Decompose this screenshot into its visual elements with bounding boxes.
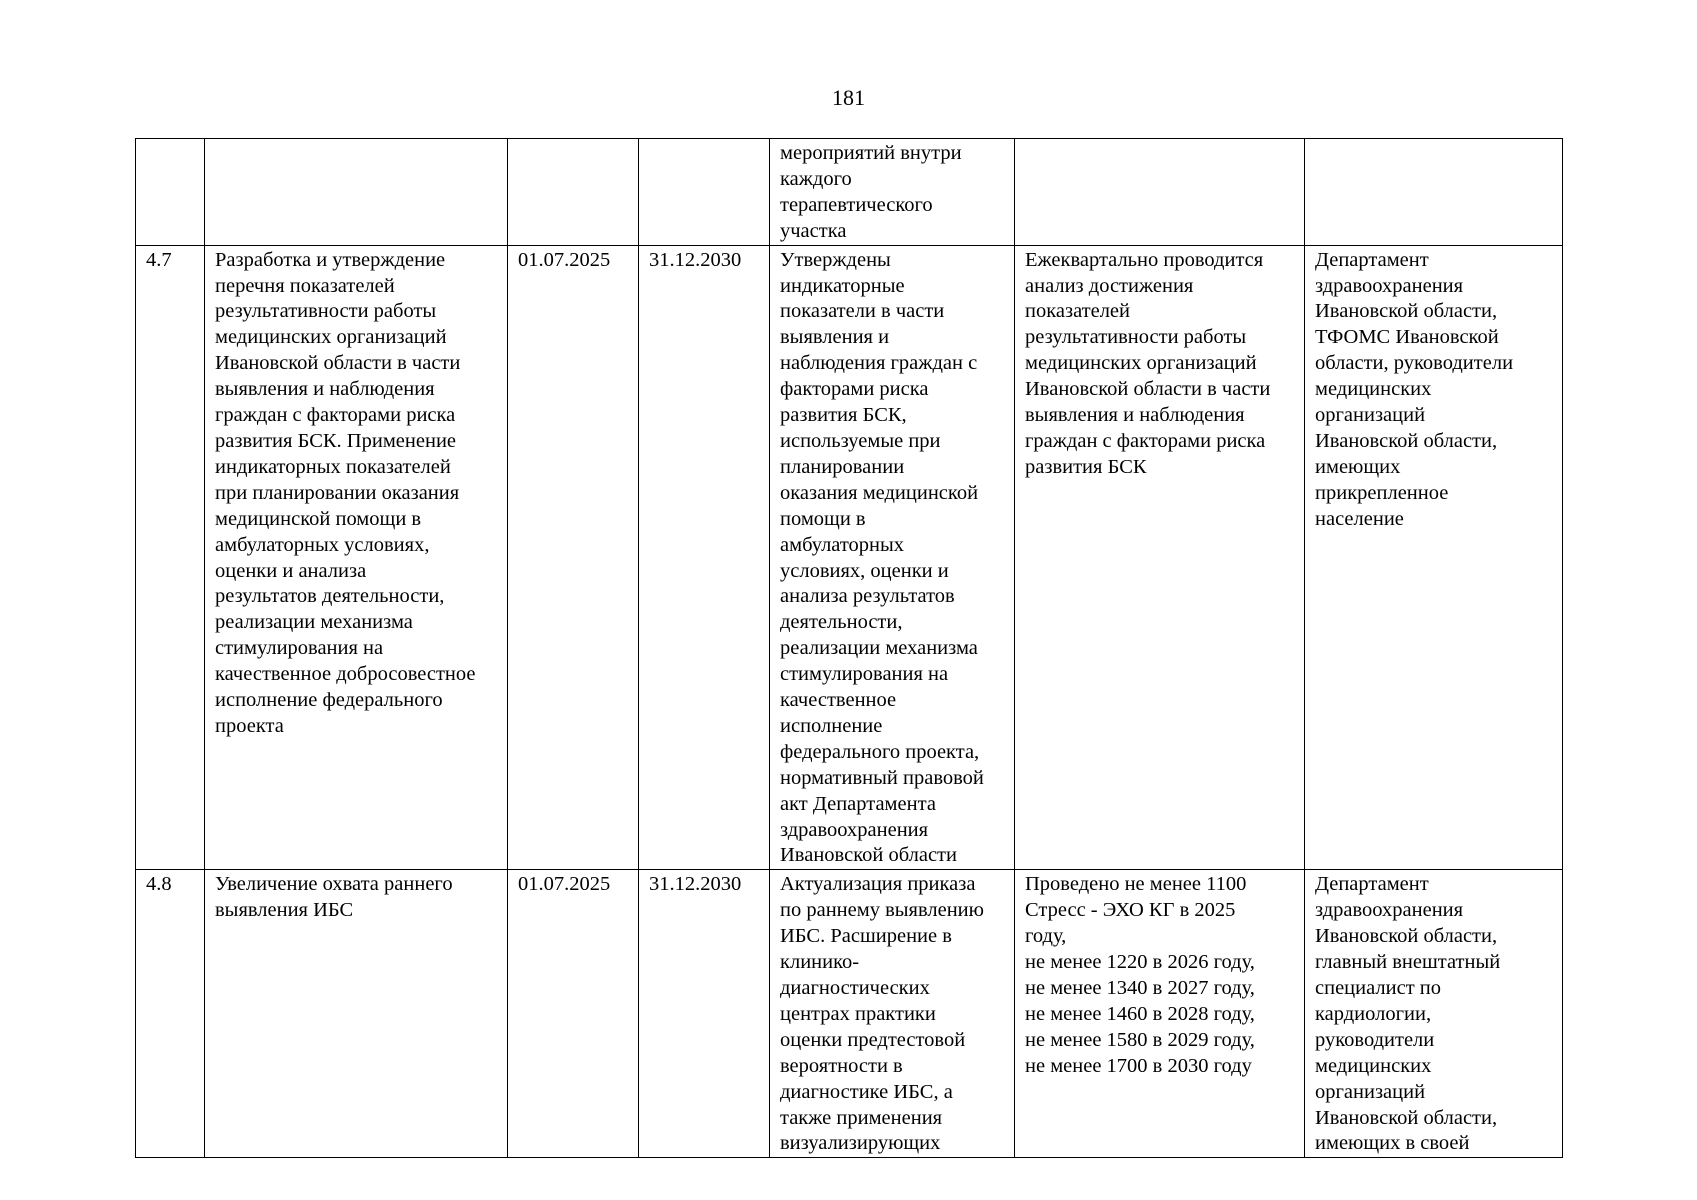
cell-responsible — [1305, 139, 1563, 246]
cell-measure-name — [205, 245, 508, 870]
cell-indicator — [1015, 245, 1305, 870]
cell-start-date — [508, 139, 639, 246]
cell-end-date — [639, 245, 770, 870]
cell-number — [136, 245, 205, 870]
cell-number-text: 4.7 — [146, 248, 172, 271]
cell-end-date — [639, 139, 770, 246]
cell-number — [136, 870, 205, 1158]
table-row-continuation — [136, 139, 1563, 246]
measures-table — [135, 138, 1563, 1158]
cell-result — [770, 245, 1015, 870]
cell-indicator-text: Проведено не менее 1100 Стресс - ЭХО КГ в 2025 году, не менее 1220 в 2026 году, не менее 1340 в 2027 году, не менее 1460 в 2028 году, не менее 1580 в 2029 году, не менее 1700 в 2030 году — [1025, 873, 1255, 1077]
cell-end-date — [639, 870, 770, 1158]
cell-start-date-text: 01.07.2025 — [518, 248, 611, 271]
cell-measure-name — [205, 870, 508, 1158]
cell-end-date-text: 31.12.2030 — [649, 873, 742, 896]
cell-measure-name-text: Разработка и утверждение перечня показателей результативности работы медицинских организаций Ивановской области в части выявления и наблюдения граждан с факторами риска развития БСК. Применение индикаторных показателей при планировании оказания медицинской помощи в амбулаторных условиях, оценки и анализа результатов деятельности, реализации механизма стимулирования на качественное добросовестное исполнение федерального проекта — [215, 248, 476, 737]
cell-result — [770, 139, 1015, 246]
cell-end-date-text: 31.12.2030 — [649, 248, 742, 271]
cell-responsible-text: Департамент здравоохранения Ивановской области, главный внештатный специалист по кардиологии, руководители медицинских организаций Ивановской области, имеющих в своей — [1315, 873, 1501, 1155]
cell-start-date — [508, 870, 639, 1158]
cell-result-text: мероприятий внутри каждого терапевтического участка — [780, 142, 962, 242]
cell-responsible — [1305, 870, 1563, 1158]
cell-result-text: Актуализация приказа по раннему выявлению ИБС. Расширение в клинико- диагностических центрах практики оценки предтестовой вероятности в диагностике ИБС, а также применения визуализирующих — [780, 873, 984, 1155]
cell-responsible-text: Департамент здравоохранения Ивановской области, ТФОМС Ивановской области, руководители медицинских организаций Ивановской области, имеющих прикрепленное население — [1315, 248, 1514, 530]
table-row-4-8 — [136, 870, 1563, 1158]
cell-result — [770, 870, 1015, 1158]
cell-start-date — [508, 245, 639, 870]
cell-responsible — [1305, 245, 1563, 870]
cell-start-date-text: 01.07.2025 — [518, 873, 611, 896]
cell-indicator — [1015, 870, 1305, 1158]
cell-number — [136, 139, 205, 246]
page-number: 181 — [832, 85, 865, 110]
table-row-4-7 — [136, 245, 1563, 870]
cell-number-text: 4.8 — [146, 873, 172, 896]
cell-indicator-text: Ежеквартально проводится анализ достижения показателей результативности работы медицинских организаций Ивановской области в части выявления и наблюдения граждан с факторами риска развития БСК — [1025, 248, 1271, 478]
cell-measure-name-text: Увеличение охвата раннего выявления ИБС — [215, 873, 453, 922]
cell-result-text: Утверждены индикаторные показатели в части выявления и наблюдения граждан с факторами риска развития БСК, используемые при планировании оказания медицинской помощи в амбулаторных условиях, оценки и анализа результатов деятельности, реализации механизма стимулирования на качественное исполнение федерального проекта, нормативный правовой акт Департамента здравоохранения Ивановской области — [780, 248, 984, 867]
cell-measure-name — [205, 139, 508, 246]
cell-indicator — [1015, 139, 1305, 246]
